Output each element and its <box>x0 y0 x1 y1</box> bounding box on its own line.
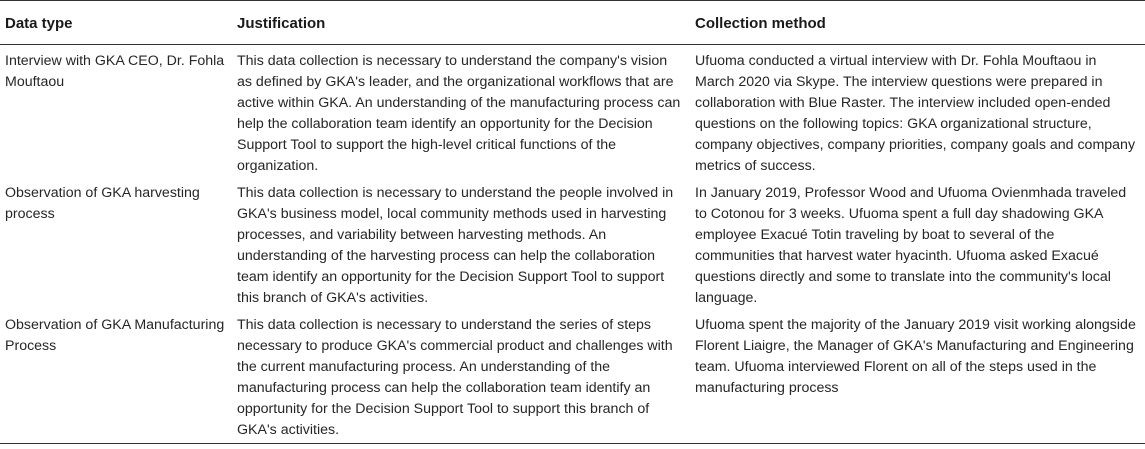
table-row <box>0 45 1145 178</box>
cell-justification: This data collection is necessary to understand the company's vision as defined by GKA's leader, and the organizational workflows that are active within GKA. An understanding of the manufacturing process can help the collaboration team identify an opportunity for the Decision Support Tool to support the high-level critical functions of the organization. <box>237 53 681 174</box>
cell-collection-method: Ufuoma conducted a virtual interview with Dr. Fohla Mouftaou in March 2020 via Skype. The interview questions were prepared in collaboration with Blue Raster. The interview included open-ended questions on the following topics: GKA organizational structure, company objectives, company priorities, company goals and company metrics of success. <box>695 53 1136 174</box>
cell-data-type: Observation of GKA Manufacturing Process <box>0 309 233 444</box>
cell-collection-method: In January 2019, Professor Wood and Ufuoma Ovienmhada traveled to Cotonou for 3 weeks. Ufuoma spent a full day shadowing GKA employee Exacué Totin traveling by boat to several of the communities that harvest water hyacinth. Ufuoma asked Exacué questions directly and some to translate into the community's local language. <box>695 185 1127 306</box>
table-row <box>0 177 1145 309</box>
cell-justification: This data collection is necessary to understand the series of steps necessary to produce GKA's commercial product and challenges with the current manufacturing process. An understanding of the manufacturing process can help the collaboration team identify an opportunity for the Decision Support Tool to support this branch of GKA's activities. <box>233 309 691 444</box>
header-row <box>0 1 1145 45</box>
header-collection-method: Collection method <box>691 1 1145 45</box>
cell-data-type: Observation of GKA harvesting process <box>5 185 200 222</box>
header-justification: Justification <box>233 1 691 45</box>
cell-justification: This data collection is necessary to understand the people involved in GKA's business model, local community methods used in harvesting processes, and variability between harvesting methods. An understanding of the harvesting process can help the collaboration team identify an opportunity for the Decision Support Tool to support this branch of GKA's activities. <box>237 185 674 306</box>
table-header <box>0 1 1145 45</box>
cell-collection-method: Ufuoma spent the majority of the January 2019 visit working alongside Florent Liaigre, the Manager of GKA's Manufacturing and Engineering team. Ufuoma interviewed Florent on all of the steps used in the manufacturing process <box>691 309 1145 444</box>
header-data-type: Data type <box>0 1 233 45</box>
cell-data-type: Interview with GKA CEO, Dr. Fohla Mouftaou <box>5 53 225 90</box>
table-body <box>0 45 1145 444</box>
table-row <box>0 309 1145 444</box>
